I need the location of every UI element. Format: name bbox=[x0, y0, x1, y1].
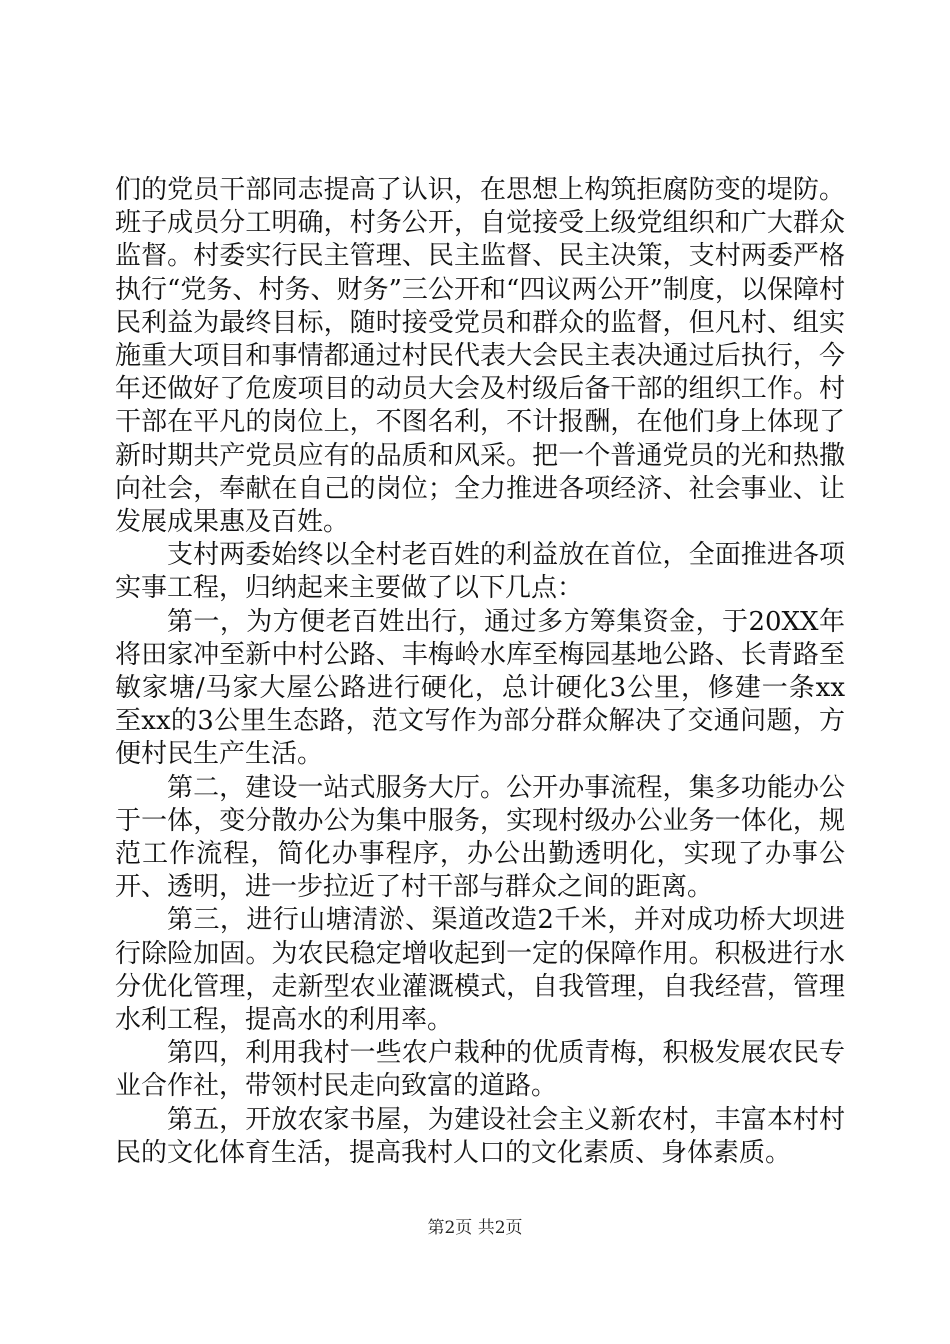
paragraph-item-2: 第二，建设一站式服务大厅。公开办事流程，集多功能办公于一体，变分散办公为集中服务，实现村级办公业务一体化，规范工作流程，简化办事程序，办公出勤透明化，实现了办事公开、透明，进一步拉近了村干部与群众之间的距离。 bbox=[115, 772, 845, 903]
paragraph-item-1: 第一，为方便老百姓出行，通过多方筹集资金，于20XX年将田家冲至新中村公路、丰梅岭水库至梅园基地公路、长青路至敏家塘/马家大屋公路进行硬化，总计硬化3公里，修建一条xx至xx的3公里生态路，范文写作为部分群众解决了交通问题，方便村民生产生活。 bbox=[115, 606, 845, 770]
paragraph-intro: 支村两委始终以全村老百姓的利益放在首位，全面推进各项实事工程，归纳起来主要做了以下几点： bbox=[115, 540, 845, 604]
paragraph-item-3: 第三，进行山塘清淤、渠道改造2千米，并对成功桥大坝进行除险加固。为农民稳定增收起到一定的保障作用。积极进行水分优化管理，走新型农业灌溉模式，自我管理，自我经营，管理水利工程，提高水的利用率。 bbox=[115, 905, 845, 1036]
paragraph-continued: 们的党员干部同志提高了认识，在思想上构筑拒腐防变的堤防。班子成员分工明确，村务公开，自觉接受上级党组织和广大群众监督。村委实行民主管理、民主监督、民主决策，支村两委严格执行“党务、村务、财务”三公开和“四议两公开”制度，以保障村民利益为最终目标，随时接受党员和群众的监督，但凡村、组实施重大项目和事情都通过村民代表大会民主表决通过后执行，今年还做好了危废项目的动员大会及村级后备干部的组织工作。村干部在平凡的岗位上，不图名利，不计报酬，在他们身上体现了新时期共产党员应有的品质和风采。把一个普通党员的光和热撒向社会，奉献在自己的岗位；全力推进各项经济、社会事业、让发展成果惠及百姓。 bbox=[115, 175, 845, 538]
paragraph-item-5: 第五，开放农家书屋，为建设社会主义新农村，丰富本村村民的文化体育生活，提高我村人口的文化素质、身体素质。 bbox=[115, 1104, 845, 1168]
document-body bbox=[115, 174, 845, 1170]
page-number-footer: 第2页 共2页 bbox=[427, 1218, 523, 1238]
paragraph-item-4: 第四，利用我村一些农户栽种的优质青梅，积极发展农民专业合作社，带领村民走向致富的道路。 bbox=[115, 1038, 845, 1102]
